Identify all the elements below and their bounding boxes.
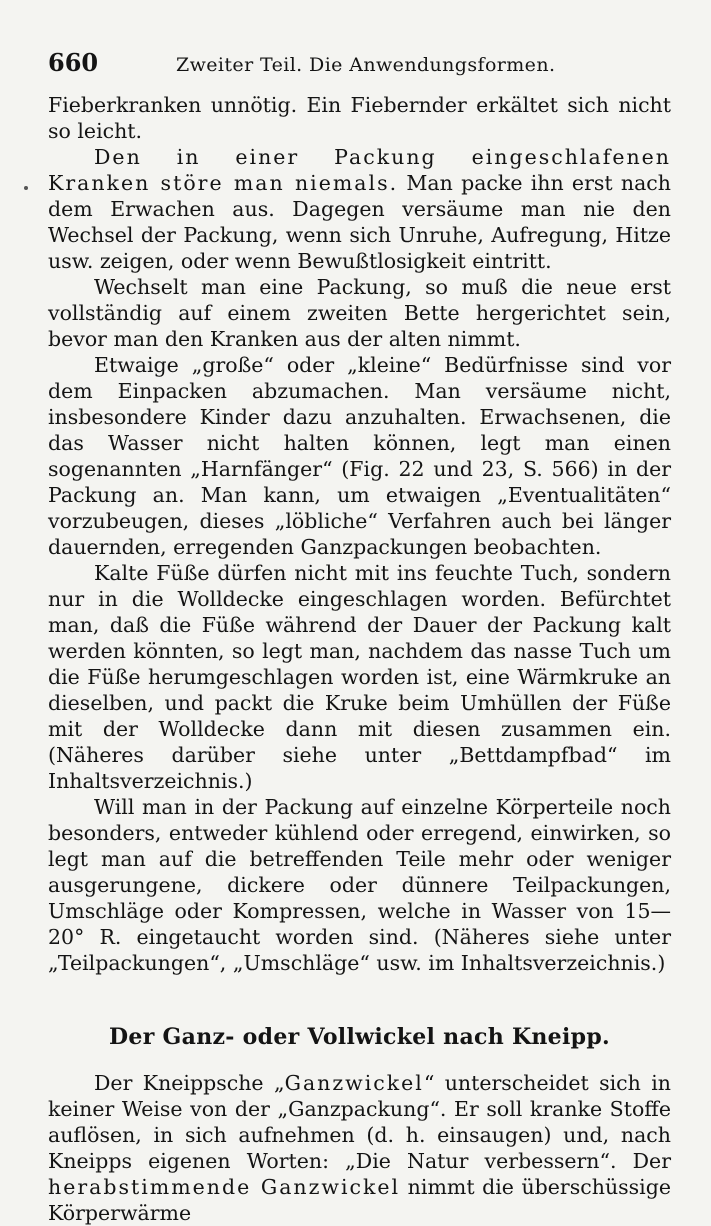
paragraph <box>48 274 671 352</box>
text-run: “ unterscheidet sich in keiner Weise von der „Ganzpackung“. Er soll kranke Stoffe auflösen, in sich aufnehmen (d. h. einsaugen) und, nach Kneipps eigenen Worten: „Die Natur verbessern“. Der <box>48 1071 671 1173</box>
running-head <box>48 48 671 92</box>
paragraph <box>48 794 671 976</box>
paragraph <box>48 352 671 560</box>
text-run: Etwaige „große“ oder „kleine“ Bedürfnisse sind vor dem Einpacken abzumachen. Man versäume nicht, insbesondere Kinder dazu anzuhalten. Erwachsenen, die das Wasser nicht halten können, legt man einen sogenannten „Harnfänger“ (Fig. 22 und 23, S. 566) in der Packung an. Man kann, um etwaigen „Eventualitäten“ vorzubeugen, dieses „löbliche“ Verfahren auch bei länger dauernden, erregenden Ganzpackungen beobachten. <box>48 353 671 559</box>
paragraph <box>48 144 671 274</box>
paragraph <box>48 560 671 794</box>
text-run: Kalte Füße dürfen nicht mit ins feuchte Tuch, sondern nur in die Wolldecke eingeschlagen worden. Befürchtet man, daß die Füße während der Dauer der Packung kalt werden könnten, so legt man, nachdem das nasse Tuch um die Füße herumgeschlagen worden ist, eine Wärmkruke an dieselben, und packt die Kruke beim Umhüllen der Füße mit der Wolldecke dann mit diesen zusammen ein. (Näheres darüber siehe unter „Bettdampfbad“ im Inhaltsverzeichnis.) <box>48 561 671 793</box>
section-text <box>48 1070 671 1226</box>
text-run: Wechselt man eine Packung, so muß die neue erst vollständig auf einem zweiten Bette hergerichtet sein, bevor man den Kranken aus der alten nimmt. <box>48 275 671 351</box>
running-title: Zweiter Teil. Die Anwendungsformen. <box>176 54 556 76</box>
page-number: 660 <box>48 48 99 77</box>
spaced-text: herabstimmende Ganzwickel <box>48 1175 401 1199</box>
text-run: nimmt die überschüssige Körperwärme <box>48 1175 671 1225</box>
text-run: Fieberkranken unnötig. Ein Fiebernder erkältet sich nicht so leicht. <box>48 93 671 143</box>
print-speck <box>24 186 28 190</box>
text-run: Der Kneippsche „ <box>94 1071 285 1095</box>
text-run: Man packe ihn erst nach dem Erwachen aus. Dagegen versäume man nie den Wechsel der Packung, wenn sich Unruhe, Aufregung, Hitze usw. zeigen, oder wenn Bewußtlosigkeit eintritt. <box>48 171 671 273</box>
spaced-text: Ganzwickel <box>284 1071 424 1095</box>
section-heading: Der Ganz- oder Vollwickel nach Kneipp. <box>109 1024 610 1050</box>
text-run: Will man in der Packung auf einzelne Körperteile noch besonders, entweder kühlend oder erregend, einwirken, so legt man auf die betreffenden Teile mehr oder weniger ausgerungene, dickere oder dünnere Teilpackungen, Umschläge oder Kompressen, welche in Wasser von 15—20° R. eingetaucht worden sind. (Näheres siehe unter „Teilpackungen“, „Umschläge“ usw. im Inhaltsverzeichnis.) <box>48 795 671 975</box>
paragraph <box>48 92 671 144</box>
body-text <box>48 92 671 976</box>
paragraph <box>48 1070 671 1226</box>
spaced-text: Den in einer Packung eingeschlafenen Kranken störe man niemals. <box>48 145 671 195</box>
